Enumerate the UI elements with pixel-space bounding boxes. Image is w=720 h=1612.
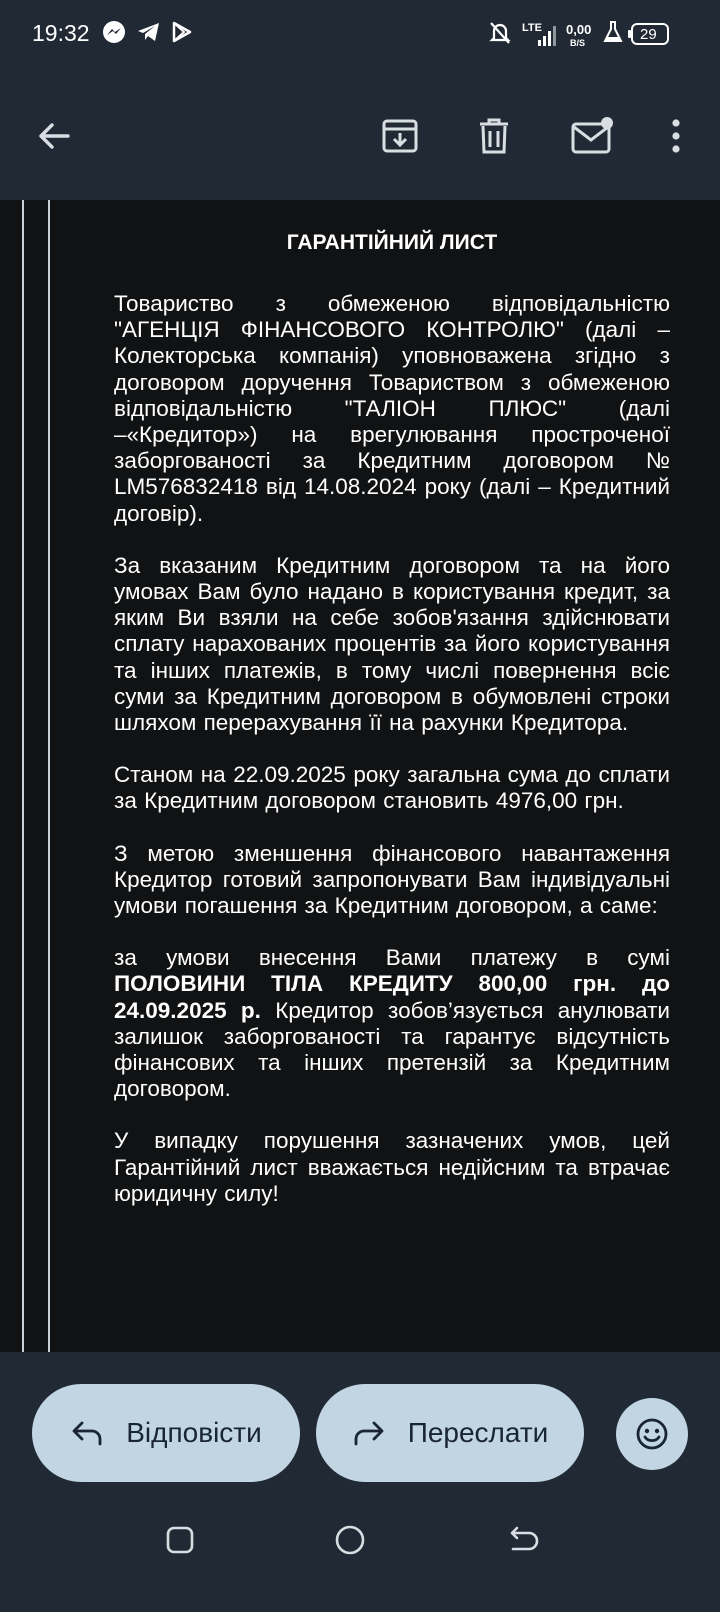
play-store-icon <box>170 20 194 49</box>
forward-icon <box>352 1418 386 1448</box>
letter-paragraph: Станом на 22.09.2025 року загальна сума до сплати за Кредитним договором становить 4976,00 грн. <box>114 762 670 814</box>
flask-icon <box>602 20 624 49</box>
telegram-icon <box>136 20 162 49</box>
letter-paragraph: З метою зменшення фінансового навантаження Кредитор готовий запропонувати Вам індивідуальні умови погашення за Кредитним договором, а саме: <box>114 840 670 919</box>
bottom-actions <box>0 1352 720 1612</box>
back-button[interactable] <box>26 108 82 164</box>
mail-unread-icon <box>570 116 614 156</box>
offer-amount: ПОЛОВИНИ ТІЛА КРЕДИТУ 800,00 грн. до 24.09.2025 р. <box>114 971 670 1023</box>
archive-button[interactable] <box>372 108 428 164</box>
back-icon <box>507 1524 541 1556</box>
status-bar <box>0 0 720 72</box>
network-type: LTE <box>522 22 542 34</box>
letter-title: ГАРАНТІЙНИЙ ЛИСТ <box>286 231 498 254</box>
trash-icon <box>474 116 514 156</box>
more-vertical-icon <box>670 116 682 156</box>
recents-button[interactable] <box>160 1520 200 1560</box>
recents-icon <box>165 1525 195 1555</box>
speed-unit: B/S <box>570 38 586 48</box>
emoji-reaction-button[interactable] <box>616 1398 688 1470</box>
offer-text: Кредитор зобов’язується анулювати залишок заборгованості та гарантує відсутність фінансових та інших претензій за Кредитним договором. <box>114 997 670 1102</box>
signal-icon <box>532 26 558 51</box>
reply-label: Відповісти <box>126 1417 262 1448</box>
messenger-icon <box>102 20 126 49</box>
system-back-button[interactable] <box>504 1520 544 1560</box>
archive-icon <box>380 116 420 156</box>
email-body[interactable] <box>0 200 720 1352</box>
forward-button[interactable] <box>316 1384 584 1482</box>
more-options-button[interactable] <box>648 108 704 164</box>
letter-paragraph: Товариство з обмеженою відповідальністю "АГЕНЦІЯ ФІНАНСОВОГО КОНТРОЛЮ" (далі – Колекторська компанія) уповноважена згідно з договором доручення Товариством з обмеженою відповідальністю "ТАЛІОН ПЛЮС" (далі –«Кредитор») на врегулювання простроченої заборгованості за Кредитним договором № LM576832418 від 14.08.2024 року (далі – Кредитний договір). <box>114 291 670 526</box>
offer-text: за умови внесення Вами платежу в сумі <box>114 945 670 971</box>
mark-unread-button[interactable] <box>564 108 620 164</box>
guarantee-letter <box>114 230 670 1233</box>
letter-paragraph: За вказаним Кредитним договором та на його умовах Вам було надано в користування кредит, за яким Ви взяли на себе зобов'язання здійснювати сплату нарахованих процентів за його користування та інших платежів, в тому числі повернення всіє суми за Кредитним договором в обумовлені строки шляхом перерахування її на рахунки Кредитора. <box>114 552 670 736</box>
arrow-left-icon <box>34 116 74 156</box>
status-time: 19:32 <box>32 20 90 46</box>
emoji-icon <box>634 1416 670 1452</box>
reply-icon <box>70 1418 104 1448</box>
quote-bar <box>22 200 24 1352</box>
letter-paragraph <box>114 945 670 1102</box>
letter-paragraph: У випадку порушення зазначених умов, цей Гарантійний лист вважається недійсним та втрачає юридичну силу! <box>114 1128 670 1206</box>
speed-value: 0,00 <box>566 22 592 37</box>
forward-label: Переслати <box>407 1417 549 1448</box>
battery-level: 29 <box>640 26 657 43</box>
home-icon <box>334 1524 366 1556</box>
quote-bar <box>48 200 50 1352</box>
reply-button[interactable] <box>32 1384 300 1482</box>
mute-icon <box>488 20 512 51</box>
delete-button[interactable] <box>466 108 522 164</box>
home-button[interactable] <box>330 1520 370 1560</box>
top-app-bar <box>0 72 720 200</box>
